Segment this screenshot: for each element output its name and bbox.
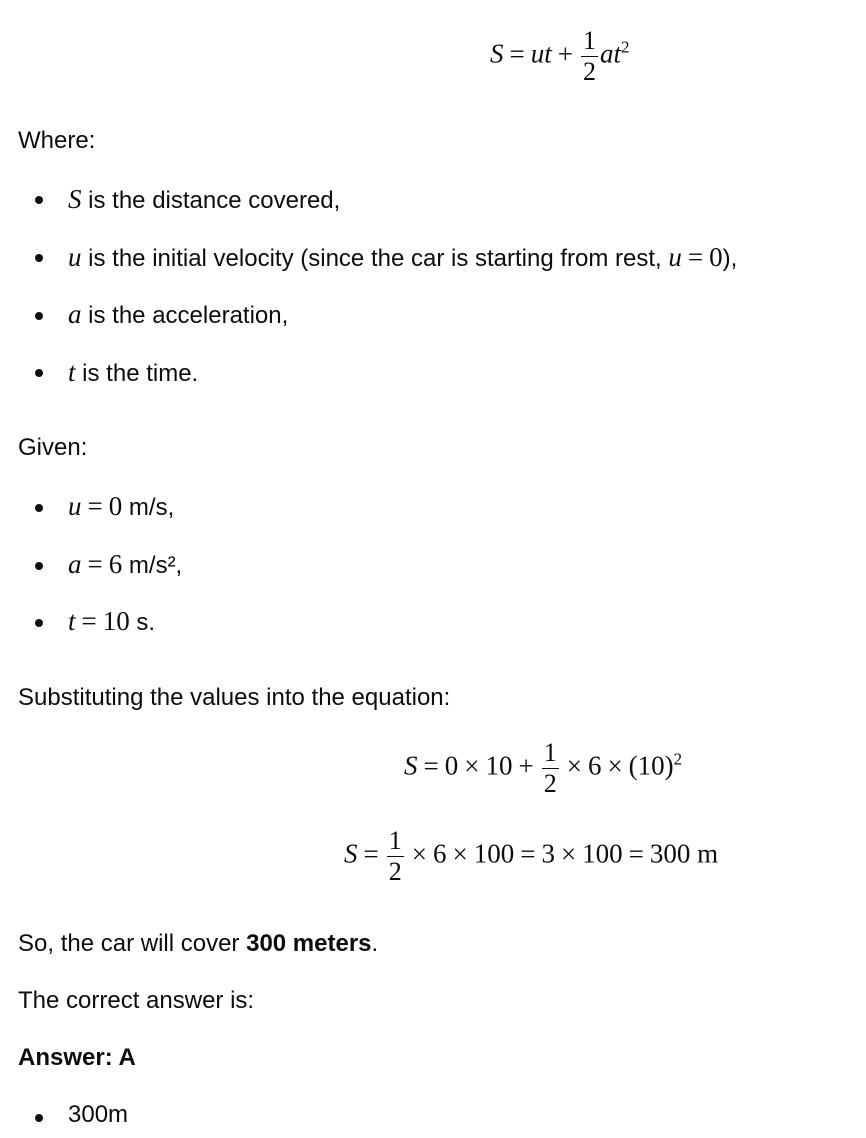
list-item-text: is the time. xyxy=(75,360,199,387)
math-op: = xyxy=(87,549,103,579)
unit-text: m/s, xyxy=(122,494,175,521)
math-op: = xyxy=(81,606,97,636)
math-op: × xyxy=(566,750,582,781)
list-item-text: is the distance covered, xyxy=(81,187,341,214)
math-op: = xyxy=(423,750,439,781)
fraction xyxy=(542,740,559,797)
bullet-icon xyxy=(35,1114,43,1122)
equation-top xyxy=(490,28,630,85)
given-heading: Given: xyxy=(18,434,88,461)
math-number: 0 xyxy=(108,491,123,521)
math-op: = xyxy=(363,838,379,869)
list-item xyxy=(68,299,288,330)
correct-answer-text: The correct answer is: xyxy=(18,987,255,1014)
list-item xyxy=(68,606,155,637)
math-var: t xyxy=(68,357,76,387)
math-op: = xyxy=(628,838,644,869)
math-number: 0 xyxy=(444,750,459,781)
fraction-denominator: 2 xyxy=(543,769,557,798)
math-exponent: 2 xyxy=(673,749,683,769)
math-op: = xyxy=(87,491,103,521)
math-number: 100 xyxy=(473,838,515,869)
bullet-icon xyxy=(35,369,43,377)
list-item: 300m xyxy=(68,1101,129,1128)
list-item xyxy=(68,242,737,273)
unit-text: s. xyxy=(129,609,156,636)
bullet-icon xyxy=(35,619,43,627)
conclusion-text xyxy=(18,930,378,958)
math-op: × xyxy=(464,750,480,781)
math-var: S xyxy=(344,838,358,869)
math-var: u xyxy=(68,242,82,272)
bullet-icon xyxy=(35,312,43,320)
math-op: = xyxy=(520,838,536,869)
list-item-text: ), xyxy=(722,245,738,272)
fraction-numerator: 1 xyxy=(388,826,402,855)
bullet-icon xyxy=(35,504,43,512)
list-item xyxy=(68,357,198,388)
list-item xyxy=(68,184,340,215)
unit-text: m/s², xyxy=(122,552,183,579)
fraction xyxy=(387,828,404,885)
math-var: a xyxy=(68,549,82,579)
bullet-icon xyxy=(35,254,43,262)
conclusion-highlight: 300 meters xyxy=(246,930,372,957)
math-number: 3 xyxy=(541,838,555,869)
math-number: 0 xyxy=(709,242,723,272)
math-var: S xyxy=(404,750,418,781)
fraction-denominator: 2 xyxy=(582,57,596,86)
math-op: + xyxy=(557,38,573,69)
math-number: 10 xyxy=(485,750,513,781)
math-number: 6 xyxy=(432,838,447,869)
list-item xyxy=(68,491,174,522)
list-item-text: is the initial velocity (since the car is starting from rest, xyxy=(81,245,669,272)
math-var: S xyxy=(68,184,82,214)
math-op: = xyxy=(687,242,704,272)
answer-label xyxy=(18,1044,136,1072)
math-op: × xyxy=(607,750,623,781)
math-op: = xyxy=(509,38,525,69)
bullet-icon xyxy=(35,562,43,570)
fraction xyxy=(581,28,598,85)
list-item-text: is the acceleration, xyxy=(81,302,289,329)
bullet-icon xyxy=(35,196,43,204)
fraction-numerator: 1 xyxy=(543,738,557,767)
conclusion-suffix: . xyxy=(371,930,379,957)
math-number: 6 xyxy=(108,549,123,579)
list-item xyxy=(68,549,182,580)
math-term: at xyxy=(599,38,621,69)
fraction-denominator: 2 xyxy=(388,857,402,886)
math-op: × xyxy=(560,838,577,869)
conclusion-prefix: So, the car will cover xyxy=(18,930,247,957)
equation-result xyxy=(344,828,718,885)
math-number: 100 xyxy=(582,838,623,869)
math-number: 10 xyxy=(102,606,130,636)
math-op: × xyxy=(411,838,427,869)
equation-substituted xyxy=(404,740,682,797)
substituting-text: Substituting the values into the equation: xyxy=(18,684,451,711)
where-heading: Where: xyxy=(18,127,96,154)
math-number: 300 xyxy=(649,838,691,869)
math-unit: m xyxy=(697,838,719,869)
math-number: (10) xyxy=(628,750,674,781)
math-var: a xyxy=(68,299,82,329)
answer-label-text: Answer: A xyxy=(18,1044,136,1071)
math-op: + xyxy=(518,750,534,781)
math-exponent: 2 xyxy=(621,37,630,57)
math-number: 6 xyxy=(587,750,602,781)
math-var: u xyxy=(68,491,82,521)
math-var: t xyxy=(68,606,76,636)
fraction-numerator: 1 xyxy=(582,26,596,55)
math-term: ut xyxy=(530,38,552,69)
math-var: u xyxy=(668,242,682,272)
math-var: S xyxy=(490,38,504,69)
math-op: × xyxy=(452,838,468,869)
